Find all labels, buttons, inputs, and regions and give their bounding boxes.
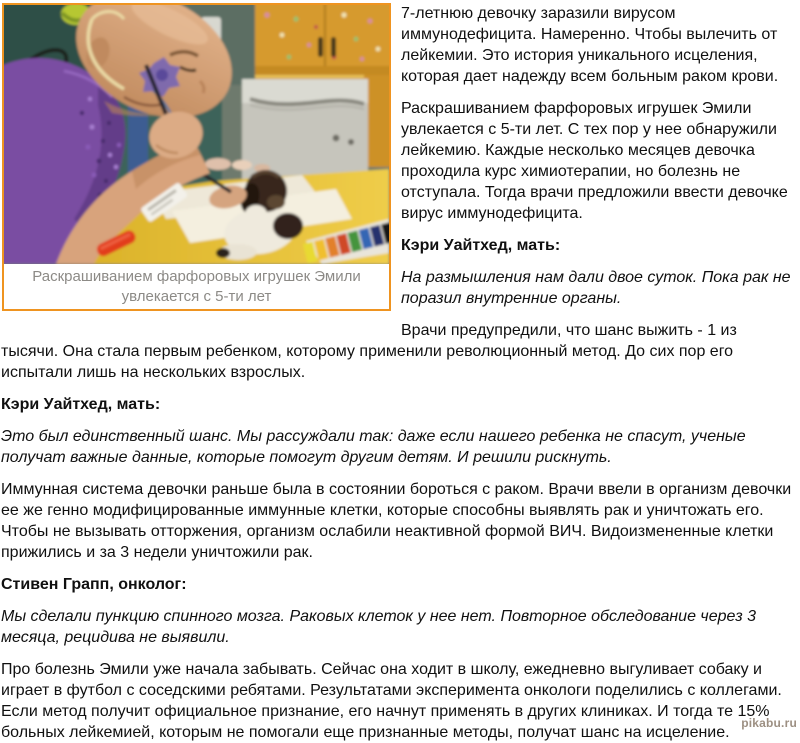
quote-mother-1: На размышления нам дали двое суток. Пока рак не поразил внутренние органы.: [401, 269, 791, 307]
pikabu-watermark: pikabu.ru: [741, 716, 797, 730]
heading-mother-2: Кэри Уайтхед, мать:: [1, 396, 161, 413]
paragraph-method: Иммунная система девочки раньше была в состоянии бороться с раком. Врачи ввели в организм девочки ее же генно модифицированные иммунные клетки, которые способны выявлять рак и уничтожать его. Чтобы не вызывать отторжения, организм ослабили неактивной формой ВИЧ. Видоизмененные клетки прижились и за 3 недели уничтожили рак.: [1, 481, 792, 561]
paragraph-outcome: Про болезнь Эмили уже начала забывать. Сейчас она ходит в школу, ежедневно выгуливает собаку и играет в футбол с соседскими ребятами. Результатами эксперимента онкологи поделились с коллегами. Если метод получит официальное признание, его начнут применять в других клиниках. И тогда те 15% больных лейкемией, которым не помогали еще признанные методы, получат шанс на исцеление.: [1, 661, 782, 741]
quote-mother-2: Это был единственный шанс. Мы рассуждали так: даже если нашего ребенка не спасут, ученые получат важные данные, которые помогут другим детям. И решили рискнуть.: [1, 428, 746, 466]
photo-caption: Раскрашиванием фарфоровых игрушек Эмили увлекается с 5-ти лет: [32, 268, 361, 305]
heading-mother-1: Кэри Уайтхед, мать:: [401, 237, 561, 254]
orange-cabinet: [255, 5, 389, 82]
heading-oncologist: Стивен Грапп, онколог:: [1, 576, 187, 593]
photo-illustration: [4, 5, 389, 264]
quote-oncologist: Мы сделали пункцию спинного мозга. Раковых клеток у нее нет. Повторное обследование через 3 месяца, рецидива не выявили.: [1, 608, 756, 646]
paragraph-hobby: Раскрашиванием фарфоровых игрушек Эмили увлекается с 5-ти лет. С тех пор у нее обнаружили лейкемию. Каждые несколько месяцев девочка проходила курс химиотерапии, но болезнь не отступала. Тогда врачи предложили ввести девочке вирус иммунодефицита.: [401, 100, 788, 222]
article-photo: [4, 5, 389, 264]
paragraph-intro: 7-летнюю девочку заразили вирусом иммунодефицита. Намеренно. Чтобы вылечить от лейкемии. Это история уникального исцеления, которая дает надежду всем больным раком крови.: [401, 5, 779, 85]
paragraph-chance: Врачи предупредили, что шанс выжить - 1 из тысячи. Она стала первым ребенком, которому применили революционный метод. До сих пор его испытали лишь на нескольких взрослых.: [1, 322, 737, 381]
article-figure: [2, 3, 391, 311]
